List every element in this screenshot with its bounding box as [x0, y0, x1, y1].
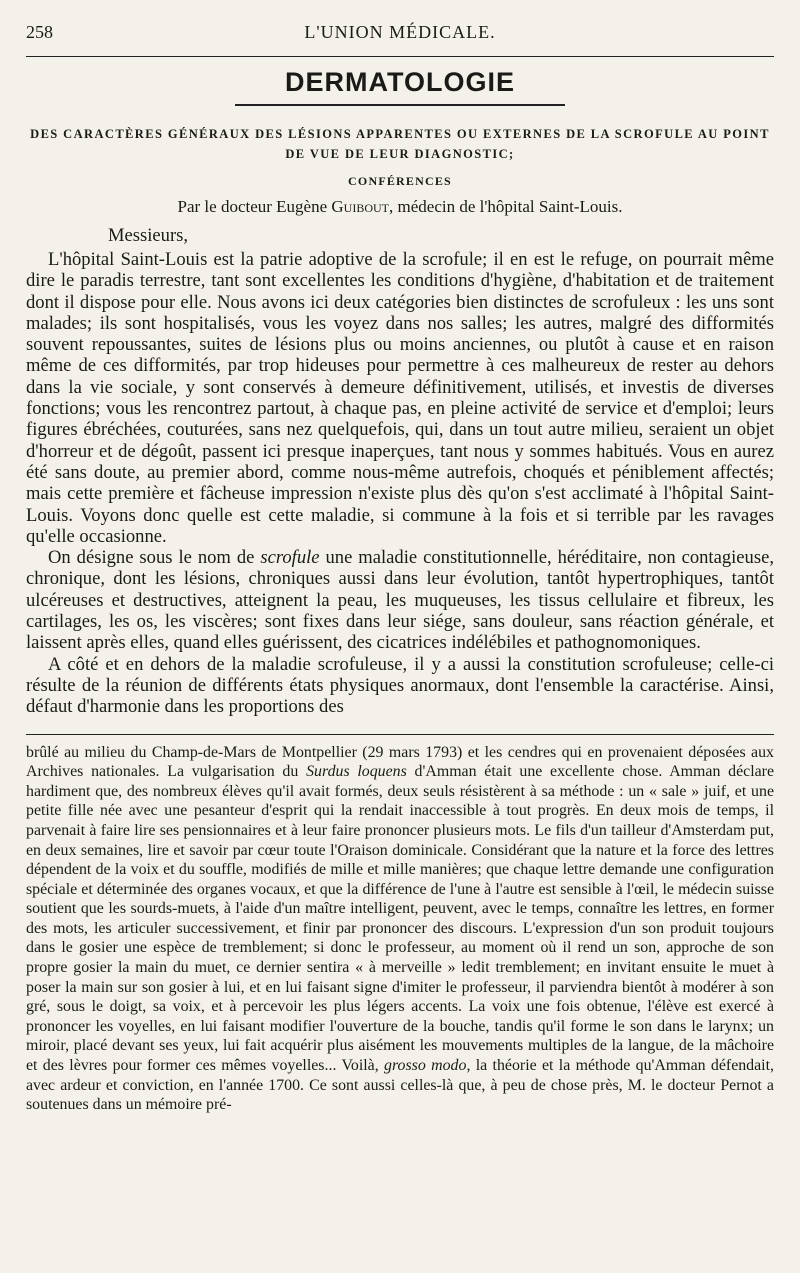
section-title-rule — [235, 104, 565, 106]
paragraph-text: On désigne sous le nom de — [48, 547, 261, 569]
article-subheading: CONFÉRENCES — [348, 174, 452, 188]
feuilleton-text: d'Amman était une excellente chose. Amman déclare hardiment que, des nombreux élèves qu'il avait formés, deux seuls résistèrent à sa méthode : un « sale » juif, et une petite fille née avec une pesanteur d'esprit qui la rendait inaccessible à tout progrès. En deux mois de temps, il parvenait à faire lire ses pensionnaires et à leur faire prononcer plusieurs mots. Le fils d'un tailleur d'Amsterdam put, en deux semaines, lire et savoir par cœur toute l'Oraison dominicale. Considérant que la nature et la force des lettres dépendent de la voix et du souffle, modifiés de mille et mille manières; que chaque lettre demande une configuration spéciale et déterminée des organes vocaux, et que la différence de l'une à l'autre est sensible à l'œil, le médecin suisse soutient que les sourds-muets, à l'aide d'un maître intelligent, peuvent, avec le temps, connaître les lettres, en former des mots, les articuler successivement, et finir par prononcer des discours. L'expression d'un son produit toujours dans le gosier une espèce de tremblement; si donc le professeur, au moment où il rend un son, approche de son propre gosier la main du muet, ce dernier sentira « à merveille » ledit tremblement; en invitant ensuite le muet à poser la main sur son gosier à lui, et en lui faisant signe d'imiter le professeur, il parviendra bientôt à modérer à son gré, sous le doigt, sa voix, et à percevoir les plus légers accents. La voix une fois obtenue, l'élève est exercé à prononcer les voyelles, en lui faisant modifier l'ouverture de la bouche, tandis qu'il forme le son dans le larynx; un miroir, placé devant ses yeux, lui fait acquérir plus aisément les mouvements multiples de la langue, de la mâchoire et des lèvres pour former ces mêmes voyelles... Voilà, — [26, 763, 775, 1075]
article-body — [26, 249, 774, 718]
header-rule — [26, 56, 774, 57]
paragraph — [26, 547, 774, 653]
byline-author: Guibout — [331, 197, 390, 216]
emphasis-surdus-loquens: Surdus loquens — [306, 763, 407, 781]
emphasis-scrofule: scrofule — [260, 547, 320, 569]
salutation: Messieurs, — [108, 225, 189, 246]
page-number: 258 — [26, 22, 53, 42]
byline-prefix: Par le docteur Eugène — [177, 197, 332, 216]
paragraph: L'hôpital Saint-Louis est la patrie adoptive de la scrofule; il en est le refuge, on pourrait même dire le paradis terrestre, tant sont excellentes les conditions d'hygiène, d'habitation et de traitement dont il dispose pour elle. Nous avons ici deux catégories bien distinctes de scrofuleux : les uns sont malades; ils sont hospitalisés, vous les voyez dans nos salles; les autres, malgré des difformités souvent repoussantes, suites de lésions plus ou moins anciennes, ou plutôt à cause et en raison même de ces difformités, par trop hideuses pour permettre à ces malheureux de rester au dehors dans la vie sociale, y sont conservés à demeure définitivement, utilisés, et investis de diverses fonctions; vous les rencontrez partout, à chaque pas, en pleine activité de service et d'emploi; leurs figures ébréchées, couturées, sans nez quelquefois, qui, dans un tout autre milieu, seraient un objet d'horreur et de dégoût, passent ici presque inaperçues, tant nous y sommes habitués. Vous en aurez été sans doute, au premier abord, comme nous-même autrefois, choqués et péniblement affectés; mais cette première et fâcheuse impression n'existe plus dès qu'on s'est acclimaté à l'hôpital Saint-Louis. Voyons donc quelle est cette maladie, si commune à la fois et si terrible par les ravages qu'elle occasionne. — [26, 249, 774, 547]
paragraph-text: une maladie constitutionnelle, héréditaire, non contagieuse, chronique, dont les lésions, chroniques aussi dans leur évolution, tantôt hypertrophiques, tantôt ulcéreuses et destructives, atteignent la peau, les muqueuses, les tissus cellulaire et fibreux, les cartilages, les os, les viscères; sont fixes dans leur siége, sans douleur, sans réaction générale, et laissent après elles, quand elles guérissent, des cicatrices indélébiles et pathognomoniques. — [26, 547, 774, 654]
byline-suffix: , médecin de l'hôpital Saint-Louis. — [389, 197, 623, 216]
feuilleton-rule — [26, 734, 774, 735]
feuilleton-paragraph — [26, 743, 774, 1115]
article-title: DES CARACTÈRES GÉNÉRAUX DES LÉSIONS APPARENTES OU EXTERNES DE LA SCROFULE AU POINT DE VUE DE LEUR DIAGNOSTIC; — [30, 127, 770, 161]
running-header — [26, 22, 774, 50]
paragraph: A côté et en dehors de la maladie scrofuleuse, il y a aussi la constitution scrofuleuse; celle-ci résulte de la réunion de différents états physiques anormaux, dont l'ensemble la caractérise. Ainsi, défaut d'harmonie dans les proportions des — [26, 653, 774, 718]
feuilleton — [26, 743, 774, 1115]
feuilleton-text: brûlé au milieu du Champ-de-Mars de Montpellier (29 mars 1793) et les cendres qui en provenaient déposées aux Archives nationales. La vulgarisation du — [26, 743, 774, 781]
byline — [26, 197, 774, 217]
feuilleton-text: , la théorie et la méthode qu'Amman défendait, avec ardeur et conviction, en l'année 1700. Ce sont aussi celles-là que, à peu de chose près, M. le docteur Pernot a soutenues dans un mémoire pré- — [26, 1057, 774, 1114]
emphasis-grosso-modo: grosso modo — [384, 1057, 467, 1075]
section-title: DERMATOLOGIE — [284, 67, 515, 97]
journal-title: L'UNION MÉDICALE. — [304, 22, 496, 42]
